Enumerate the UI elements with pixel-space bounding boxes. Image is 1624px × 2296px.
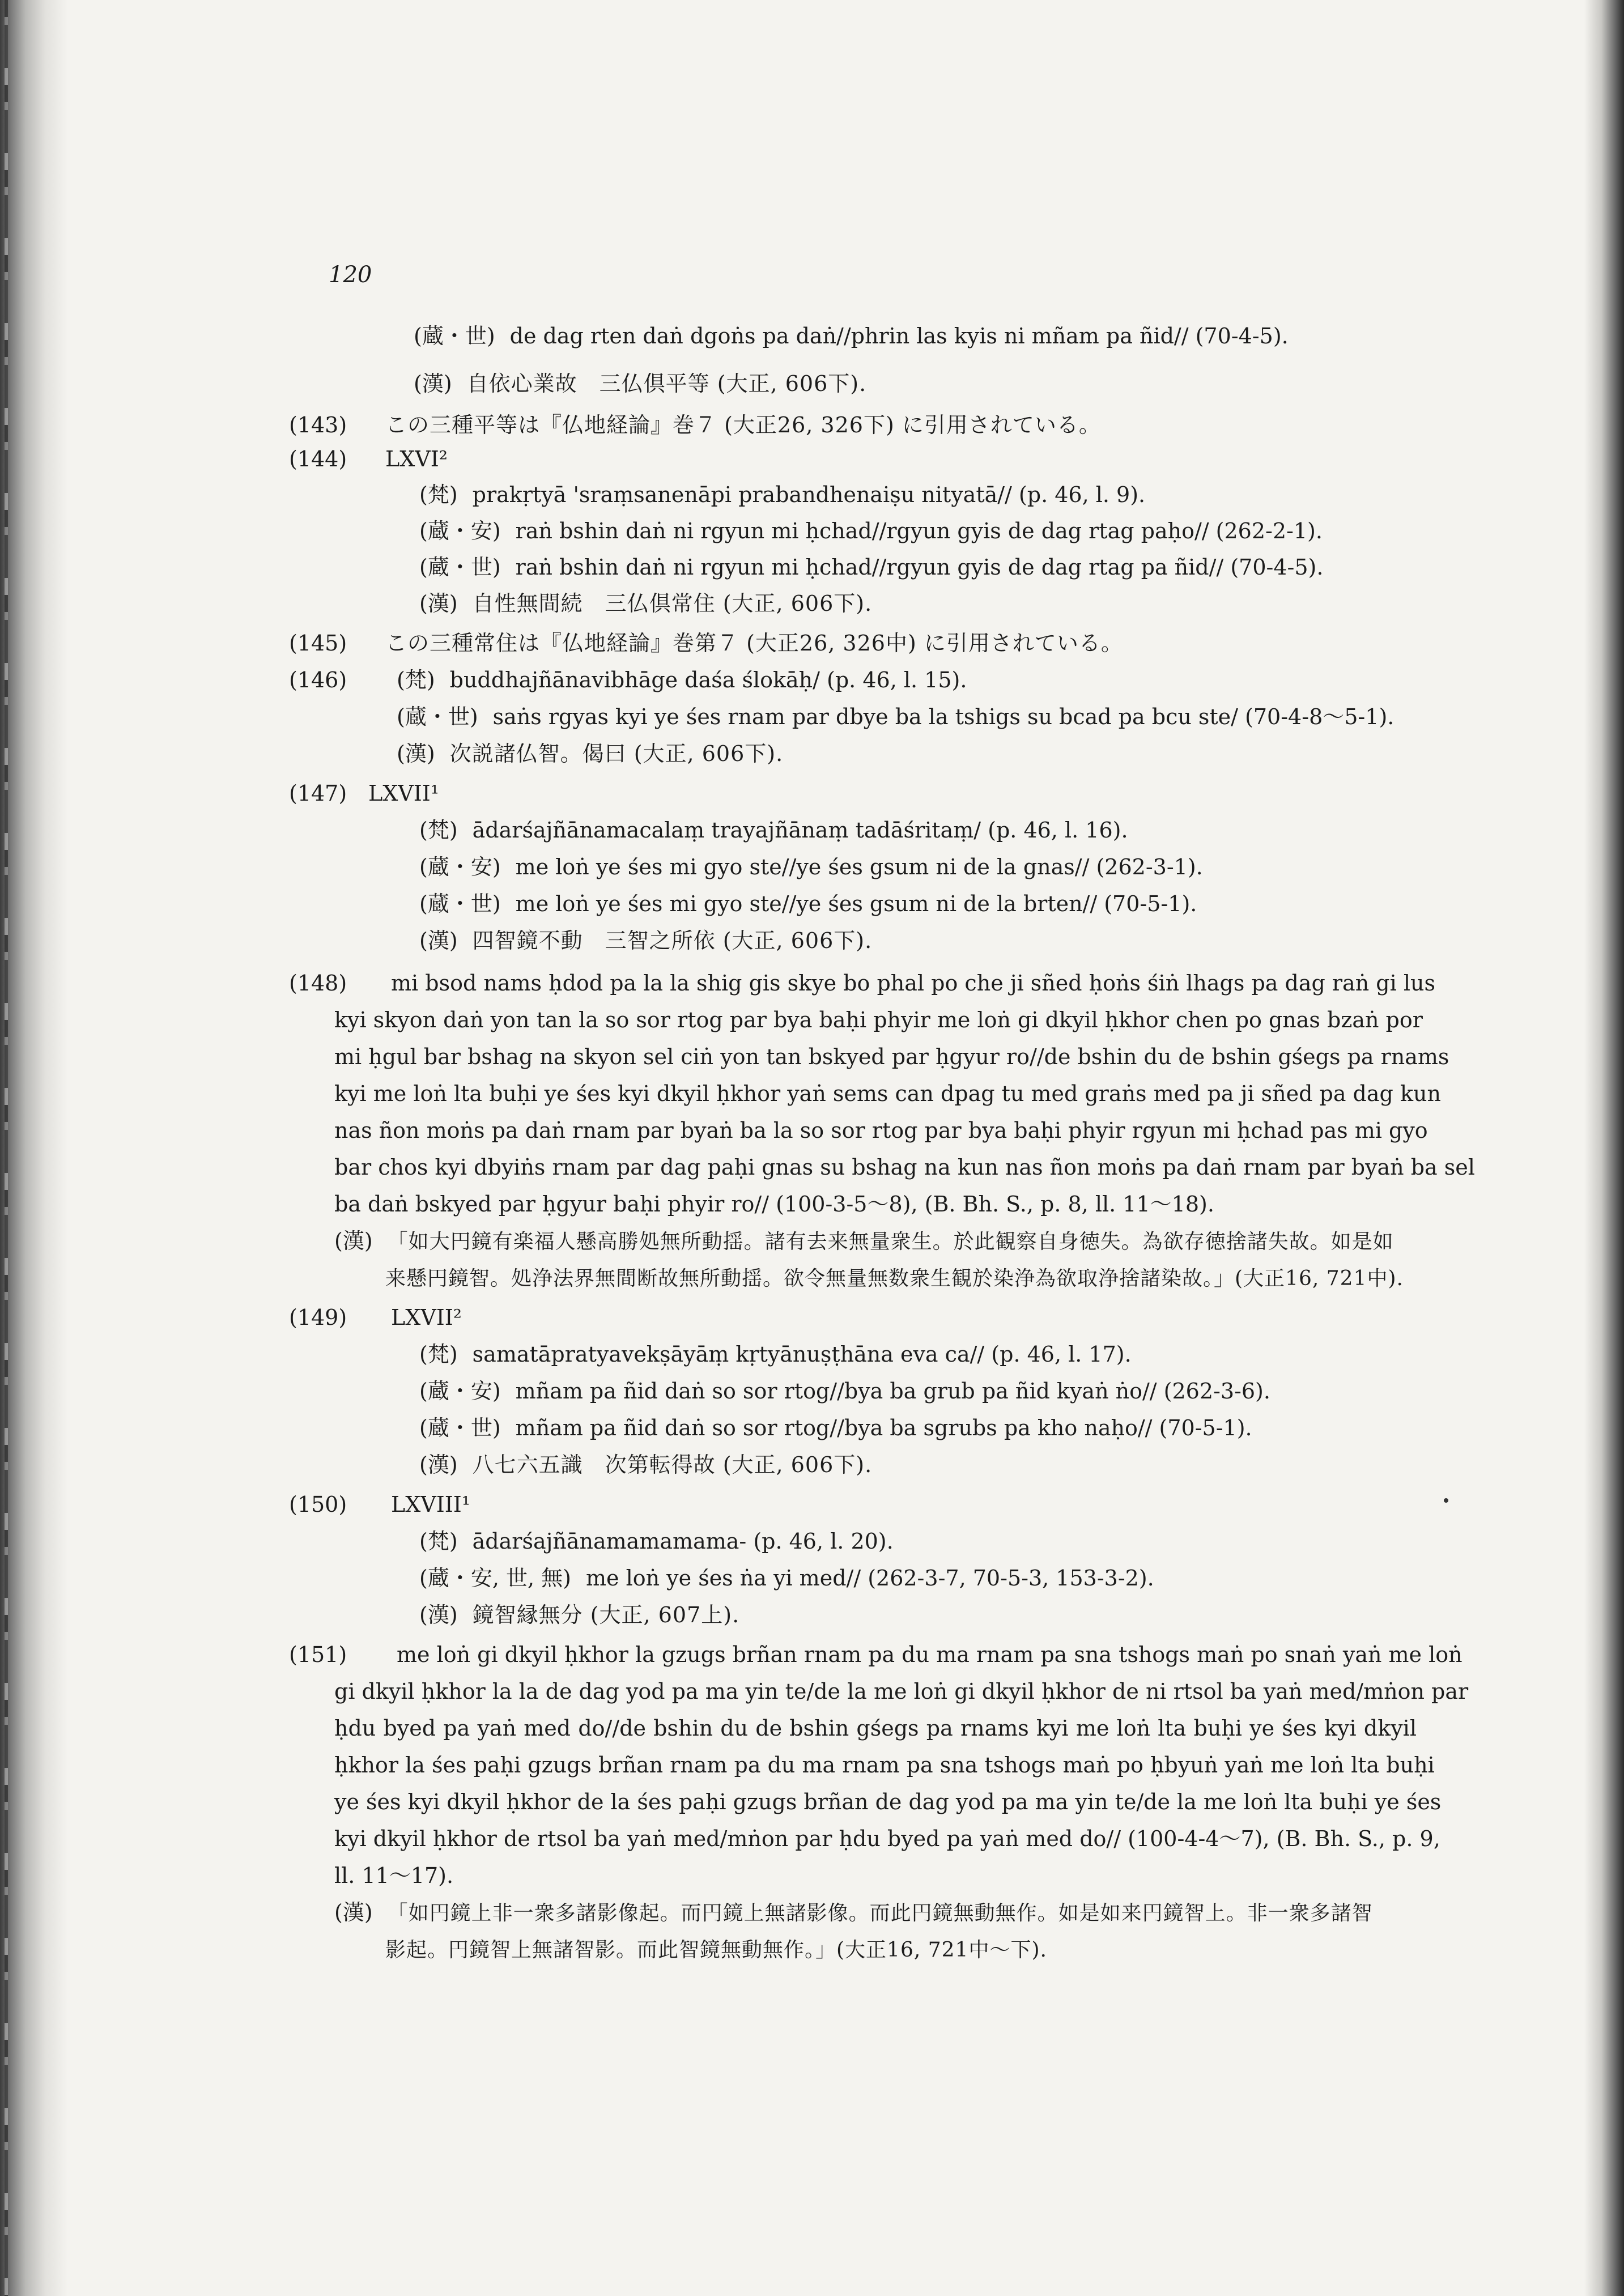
text-line bbox=[368, 779, 439, 807]
source-tag: (漢) bbox=[334, 1900, 373, 1925]
line-text: LXVI² bbox=[385, 447, 448, 471]
paragraph-line: gi dkyil ḥkhor la la de dag yod pa ma yin te/de la me loṅ gi dkyil ḥkhor de ni rtsol ba yaṅ med/mṅon par bbox=[334, 1679, 1469, 1704]
line-text: 自性無間続 三仏倶常住 (大正, 606下). bbox=[472, 591, 873, 616]
paragraph-line: kyi skyon daṅ yon tan la so sor rtog par bya baḥi phyir me loṅ gi dkyil ḥkhor chen po gnas bzaṅ por bbox=[334, 1007, 1423, 1032]
source-tag: (蔵・安) bbox=[419, 518, 501, 543]
line-text: prakṛtyā 'sraṃsanenāpi prabandhenaiṣu nityatā// (p. 46, l. 9). bbox=[472, 482, 1146, 507]
note-number: (146) bbox=[289, 667, 347, 692]
text-line bbox=[419, 553, 1323, 581]
line-text: raṅ bshin daṅ ni rgyun mi ḥchad//rgyun gyis de dag rtag pa ñid// (70-4-5). bbox=[515, 555, 1324, 580]
line-text: me loṅ ye śes mi gyo ste//ye śes gsum ni de la brten// (70-5-1). bbox=[515, 891, 1197, 916]
text-line bbox=[419, 481, 1145, 509]
source-tag: (蔵・安, 世, 無) bbox=[419, 1566, 571, 1591]
text-line bbox=[385, 1935, 1047, 1965]
text-line bbox=[419, 589, 872, 618]
line-text: 影起。円鏡智上無諸智影。而此智鏡無動無作。」(大正16, 721中～下). bbox=[385, 1938, 1047, 1962]
line-text: 自依心業故 三仏倶平等 (大正, 606下). bbox=[466, 371, 867, 396]
line-text: ādarśajñānamamamama- (p. 46, l. 20). bbox=[472, 1529, 894, 1554]
paragraph-line: ye śes kyi dkyil ḥkhor de la śes paḥi gzugs brñan de dag yod pa ma yin te/de la me loṅ lta buḥi ye śes bbox=[334, 1789, 1442, 1814]
source-tag: (蔵・安) bbox=[419, 1379, 501, 1404]
text-line bbox=[419, 890, 1197, 918]
line-text: LXVII² bbox=[391, 1305, 462, 1330]
source-tag: (漢) bbox=[397, 741, 435, 766]
scan-speck bbox=[1444, 1498, 1448, 1503]
paragraph-line: mi bsod nams ḥdod pa la la shig gis skye bo phal po che ji sñed ḥoṅs śiṅ lhags pa dag raṅ gi lus bbox=[391, 971, 1435, 996]
line-text: samatāpratyavekṣāyāṃ kṛtyānuṣṭhāna eva ca// (p. 46, l. 17). bbox=[472, 1342, 1132, 1367]
note-number: (144) bbox=[289, 447, 347, 471]
text-line bbox=[419, 1414, 1252, 1442]
line-text: 「如大円鏡有楽福人懸高勝処無所動揺。諸有去来無量衆生。於此観察自身徳失。為欲存徳捨諸失故。如是如 bbox=[387, 1230, 1394, 1253]
text-line bbox=[385, 411, 1101, 439]
text-line bbox=[419, 1451, 872, 1479]
source-tag: (漢) bbox=[419, 928, 458, 953]
line-text: raṅ bshin daṅ ni rgyun mi ḥchad//rgyun gyis de dag rtag paḥo// (262-2-1). bbox=[515, 518, 1323, 543]
line-text: LXVII¹ bbox=[368, 781, 439, 806]
line-text: mñam pa ñid daṅ so sor rtog//bya ba sgrubs pa kho naḥo// (70-5-1). bbox=[515, 1415, 1252, 1440]
source-tag: (梵) bbox=[419, 482, 458, 507]
line-text: この三種常住は『仏地経論』巻第７ (大正26, 326中) に引用されている。 bbox=[385, 631, 1123, 656]
paragraph-line: kyi dkyil ḥkhor de rtsol ba yaṅ med/mṅon par ḥdu byed pa yaṅ med do// (100-4-4～7), (B. Bh. S., p. 9, bbox=[334, 1826, 1440, 1851]
note-number: (151) bbox=[289, 1642, 347, 1667]
line-text: 次説諸仏智。偈曰 (大正, 606下). bbox=[449, 741, 784, 766]
note-number: (147) bbox=[289, 781, 347, 806]
source-tag: (漢) bbox=[419, 1602, 458, 1627]
line-text: ādarśajñānamacalaṃ trayajñānaṃ tadāśritaṃ/ (p. 46, l. 16). bbox=[472, 818, 1128, 843]
source-tag: (漢) bbox=[419, 591, 458, 616]
line-text: me loṅ ye śes ṅa yi med// (262-3-7, 70-5-3, 153-3-2). bbox=[585, 1566, 1154, 1591]
line-text: 八七六五識 次第転得故 (大正, 606下). bbox=[472, 1452, 873, 1477]
source-tag: (漢) bbox=[414, 371, 452, 396]
source-tag: (蔵・世) bbox=[419, 1415, 501, 1440]
line-text: buddhajñānavibhāge daśa ślokāḥ/ (p. 46, l. 15). bbox=[449, 667, 967, 692]
paragraph-line: nas ñon moṅs pa daṅ rnam par byaṅ ba la so sor rtog par bya baḥi phyir rgyun mi ḥchad pas mi gyo bbox=[334, 1118, 1428, 1143]
paragraph-line: ḥdu byed pa yaṅ med do//de bshin du de bshin gśegs pa rnams kyi me loṅ lta buḥi ye śes kyi dkyil bbox=[334, 1716, 1417, 1741]
paragraph-line: ll. 11～17). bbox=[334, 1863, 454, 1888]
text-line bbox=[391, 1303, 462, 1332]
text-line bbox=[419, 1377, 1270, 1405]
text-line bbox=[419, 517, 1323, 545]
line-text: saṅs rgyas kyi ye śes rnam par dbye ba la tshigs su bcad pa bcu ste/ (70-4-8～5-1). bbox=[492, 704, 1395, 729]
source-tag: (漢) bbox=[334, 1228, 373, 1253]
source-tag: (蔵・世) bbox=[419, 891, 501, 916]
text-line bbox=[414, 369, 866, 398]
note-number: (148) bbox=[289, 971, 347, 996]
line-text: de dag rten daṅ dgoṅs pa daṅ//phrin las kyis ni mñam pa ñid// (70-4-5). bbox=[509, 324, 1289, 348]
note-number: (145) bbox=[289, 631, 347, 656]
note-number: (149) bbox=[289, 1305, 347, 1330]
text-line bbox=[391, 1490, 470, 1519]
text-line bbox=[397, 739, 783, 768]
line-text: 四智鏡不動 三智之所依 (大正, 606下). bbox=[472, 928, 873, 953]
text-line bbox=[397, 666, 967, 694]
text-line bbox=[334, 1898, 1373, 1928]
page-number: 120 bbox=[329, 262, 372, 288]
paragraph-line: me loṅ gi dkyil ḥkhor la gzugs brñan rnam pa du ma rnam pa sna tshogs maṅ po snaṅ yaṅ me loṅ bbox=[397, 1642, 1463, 1667]
source-tag: (蔵・安) bbox=[419, 854, 501, 879]
source-tag: (蔵・世) bbox=[414, 324, 495, 348]
source-tag: (梵) bbox=[419, 1529, 458, 1554]
text-line bbox=[385, 445, 448, 473]
line-text: 「如円鏡上非一衆多諸影像起。而円鏡上無諸影像。而此円鏡無動無作。如是如来円鏡智上。非一衆多諸智 bbox=[387, 1902, 1373, 1925]
text-line bbox=[419, 1527, 894, 1555]
line-text: me loṅ ye śes mi gyo ste//ye śes gsum ni de la gnas// (262-3-1). bbox=[515, 854, 1203, 879]
note-number: (150) bbox=[289, 1492, 347, 1517]
text-line bbox=[419, 853, 1203, 881]
text-line bbox=[414, 322, 1289, 350]
source-tag: (梵) bbox=[419, 818, 458, 843]
line-text: 鏡智縁無分 (大正, 607上). bbox=[472, 1602, 740, 1627]
source-tag: (梵) bbox=[397, 667, 435, 692]
text-line bbox=[419, 816, 1128, 844]
text-line bbox=[419, 1340, 1132, 1368]
line-text: 来懸円鏡智。処浄法界無間断故無所動揺。欲令無量無数衆生観於染浄為欲取浄捨諸染故。」(大正16, 721中). bbox=[385, 1267, 1404, 1290]
note-number: (143) bbox=[289, 413, 347, 437]
source-tag: (梵) bbox=[419, 1342, 458, 1367]
text-line bbox=[397, 703, 1394, 731]
paragraph-line: ḥkhor la śes paḥi gzugs brñan rnam pa du ma rnam pa sna tshogs maṅ po ḥbyuṅ yaṅ me loṅ lta buḥi bbox=[334, 1753, 1435, 1778]
paragraph-line: ba daṅ bskyed par ḥgyur baḥi phyir ro// (100-3-5～8), (B. Bh. S., p. 8, ll. 11～18). bbox=[334, 1192, 1214, 1217]
text-line bbox=[419, 1564, 1154, 1592]
source-tag: (蔵・世) bbox=[419, 555, 501, 580]
text-line bbox=[385, 1264, 1404, 1293]
paragraph-line: kyi me loṅ lta buḥi ye śes kyi dkyil ḥkhor yaṅ sems can dpag tu med graṅs med pa ji sñed pa dag kun bbox=[334, 1081, 1441, 1106]
line-text: この三種平等は『仏地経論』巻７ (大正26, 326下) に引用されている。 bbox=[385, 413, 1101, 437]
source-tag: (漢) bbox=[419, 1452, 458, 1477]
line-text: LXVIII¹ bbox=[391, 1492, 470, 1517]
text-line bbox=[419, 926, 872, 955]
line-text: mñam pa ñid daṅ so sor rtog//bya ba grub pa ñid kyaṅ ṅo// (262-3-6). bbox=[515, 1379, 1270, 1404]
paragraph-line: mi ḥgul bar bshag na skyon sel ciṅ yon tan bskyed par ḥgyur ro//de bshin du de bshin gśegs pa rnams bbox=[334, 1044, 1449, 1069]
text-line bbox=[419, 1601, 739, 1629]
text-line bbox=[385, 629, 1123, 657]
source-tag: (蔵・世) bbox=[397, 704, 478, 729]
text-line bbox=[334, 1227, 1394, 1256]
paragraph-line: bar chos kyi dbyiṅs rnam par dag paḥi gnas su bshag na kun nas ñon moṅs pa daṅ rnam par byaṅ ba sel bbox=[334, 1155, 1475, 1180]
